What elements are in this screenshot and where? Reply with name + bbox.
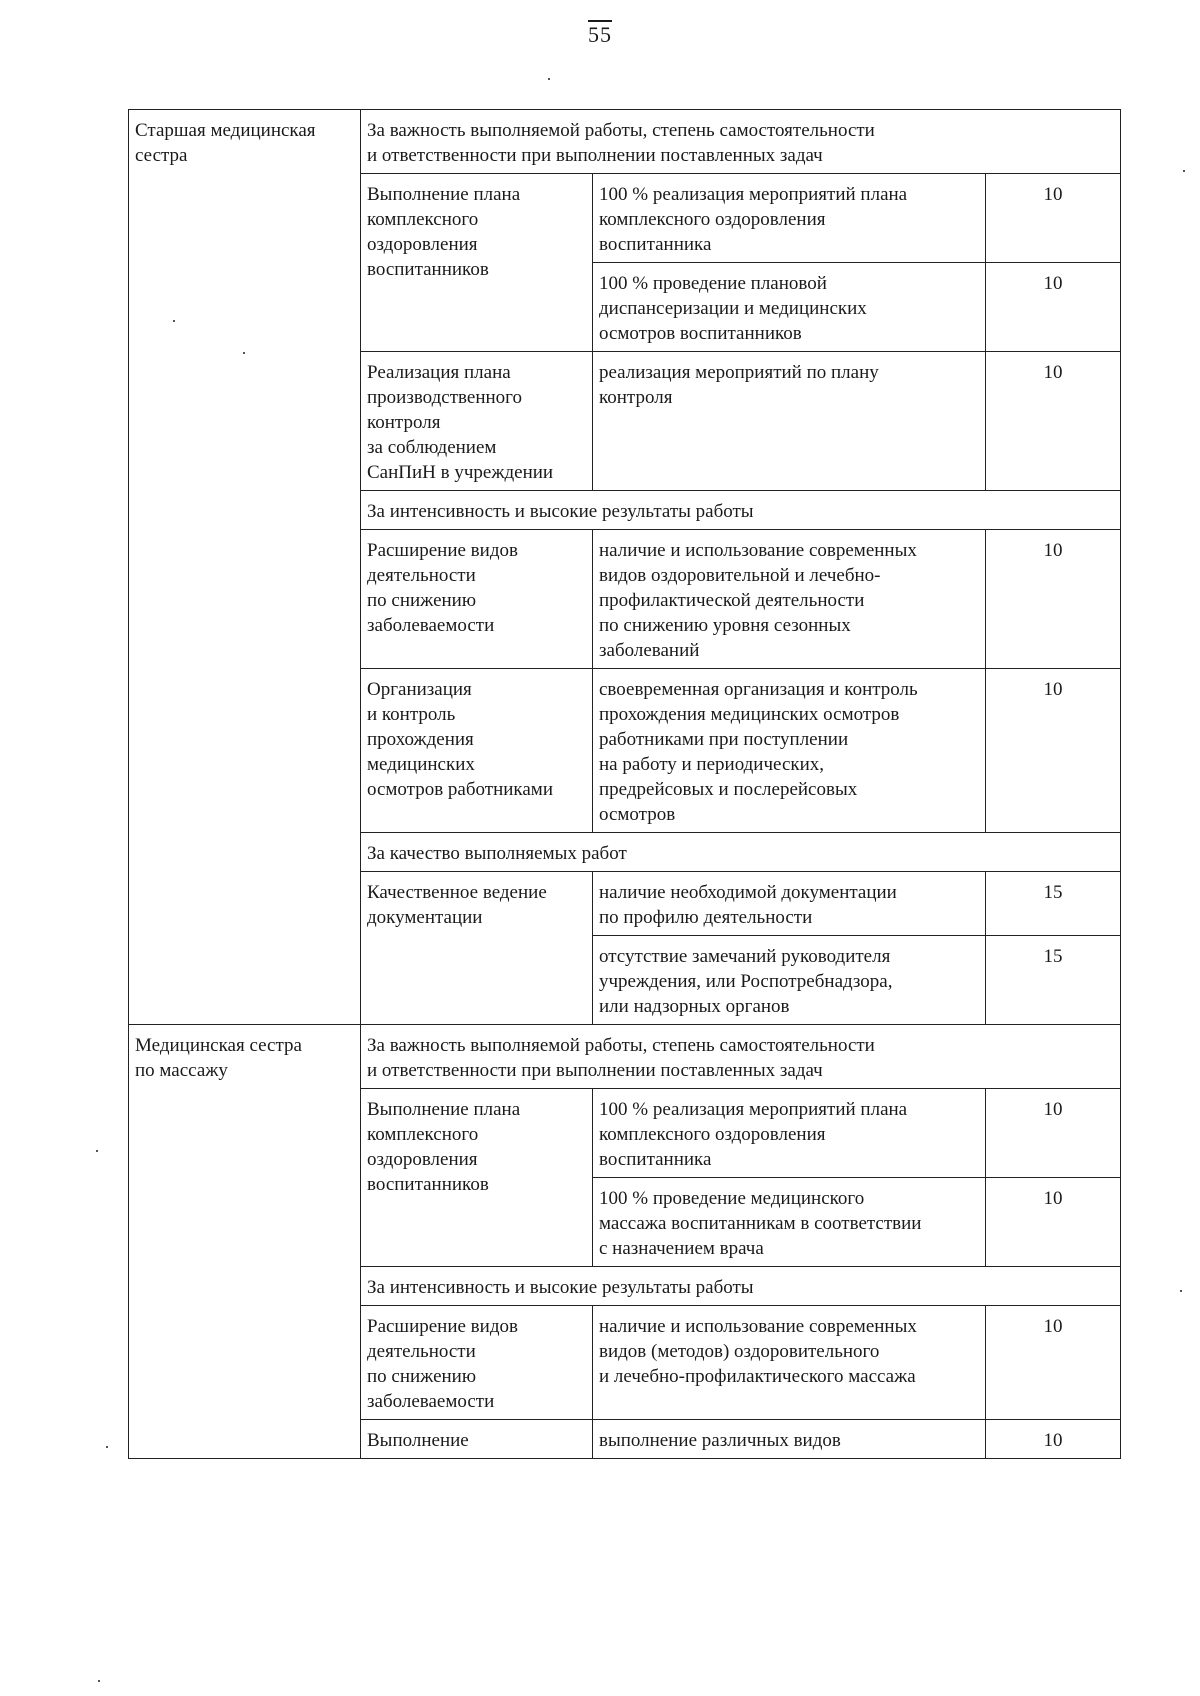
criterion-cell	[361, 1089, 593, 1267]
indicator-cell	[593, 263, 986, 352]
criterion-cell-text: Расширение видов деятельности по снижению заболеваемости	[367, 540, 518, 636]
assessment-criteria-table	[128, 109, 1121, 1459]
criterion-cell-text: Выполнение плана комплексного оздоровления воспитанников	[367, 184, 521, 280]
indicator-cell	[593, 352, 986, 491]
score-cell	[986, 352, 1121, 491]
score-cell	[986, 1089, 1121, 1178]
indicator-cell	[593, 1089, 986, 1178]
indicator-cell-text: наличие и использование современных видов (методов) оздоровительного и лечебно-профилактического массажа	[599, 1316, 917, 1387]
indicator-cell-text: наличие и использование современных видов оздоровительной и лечебно- профилактической деятельности по снижению уровня сезонных заболеваний	[599, 540, 917, 661]
criterion-cell	[361, 872, 593, 1025]
score-cell-text: 10	[1043, 1316, 1063, 1337]
criterion-cell-text: Расширение видов деятельности по снижению заболеваемости	[367, 1316, 518, 1412]
scan-speck	[548, 78, 550, 80]
indicator-cell	[593, 174, 986, 263]
score-cell	[986, 1178, 1121, 1267]
scan-speck	[1180, 1290, 1182, 1292]
group-header-cell	[361, 1267, 1121, 1306]
score-cell	[986, 263, 1121, 352]
score-cell-text: 10	[1043, 1099, 1063, 1120]
position-cell-text: Старшая медицинская сестра	[135, 120, 316, 166]
score-cell	[986, 669, 1121, 833]
indicator-cell-text: 100 % реализация мероприятий плана комплексного оздоровления воспитанника	[599, 184, 908, 255]
score-cell	[986, 936, 1121, 1025]
score-cell-text: 10	[1043, 679, 1063, 700]
indicator-cell-text: 100 % проведение плановой диспансеризации и медицинских осмотров воспитанников	[599, 273, 867, 344]
position-cell	[129, 110, 361, 1025]
indicator-cell	[593, 936, 986, 1025]
criterion-cell-text: Качественное ведение документации	[367, 882, 547, 928]
scan-speck	[106, 1446, 108, 1448]
indicator-cell	[593, 530, 986, 669]
indicator-cell	[593, 1178, 986, 1267]
indicator-cell	[593, 872, 986, 936]
indicator-cell-text: 100 % реализация мероприятий плана комплексного оздоровления воспитанника	[599, 1099, 908, 1170]
criterion-cell	[361, 1420, 593, 1459]
score-cell	[986, 1306, 1121, 1420]
group-header-cell-text: За важность выполняемой работы, степень самостоятельности и ответственности при выполнении поставленных задач	[367, 120, 875, 166]
criterion-cell-text: Реализация плана производственного контроля за соблюдением СанПиН в учреждении	[367, 362, 554, 483]
group-header-cell	[361, 110, 1121, 174]
criterion-cell-text: Организация и контроль прохождения медицинских осмотров работниками	[367, 679, 553, 800]
indicator-cell-text: отсутствие замечаний руководителя учреждения, или Роспотребнадзора, или надзорных органов	[599, 946, 893, 1017]
scan-speck	[1183, 170, 1185, 172]
score-cell-text: 15	[1043, 946, 1063, 967]
score-cell	[986, 872, 1121, 936]
score-cell-text: 10	[1043, 1188, 1063, 1209]
criterion-cell-text: Выполнение	[367, 1430, 469, 1451]
group-header-cell	[361, 833, 1121, 872]
score-cell-text: 10	[1043, 273, 1063, 294]
criterion-cell-text: Выполнение плана комплексного оздоровления воспитанников	[367, 1099, 521, 1195]
position-cell	[129, 1025, 361, 1459]
indicator-cell-text: выполнение различных видов	[599, 1430, 841, 1451]
criterion-cell	[361, 530, 593, 669]
indicator-cell-text: своевременная организация и контроль прохождения медицинских осмотров работниками при поступлении на работу и периодических, предрейсовых и послерейсовых осмотров	[599, 679, 918, 825]
indicator-cell-text: наличие необходимой документации по профилю деятельности	[599, 882, 897, 928]
criterion-cell	[361, 669, 593, 833]
score-cell	[986, 530, 1121, 669]
group-header-row	[129, 110, 1121, 174]
score-cell-text: 10	[1043, 540, 1063, 561]
score-cell	[986, 1420, 1121, 1459]
score-cell-text: 10	[1043, 1430, 1063, 1451]
criterion-cell	[361, 1306, 593, 1420]
indicator-cell-text: 100 % проведение медицинского массажа воспитанникам в соответствии с назначением врача	[599, 1188, 922, 1259]
group-header-cell	[361, 491, 1121, 530]
score-cell	[986, 174, 1121, 263]
group-header-cell	[361, 1025, 1121, 1089]
table-body	[129, 110, 1121, 1459]
group-header-cell-text: За интенсивность и высокие результаты работы	[367, 501, 754, 522]
indicator-cell	[593, 669, 986, 833]
position-cell-text: Медицинская сестра по массажу	[135, 1035, 302, 1081]
group-header-cell-text: За важность выполняемой работы, степень самостоятельности и ответственности при выполнении поставленных задач	[367, 1035, 875, 1081]
score-cell-text: 10	[1043, 362, 1063, 383]
criterion-cell	[361, 352, 593, 491]
scan-speck	[98, 1680, 100, 1682]
indicator-cell	[593, 1420, 986, 1459]
criterion-cell	[361, 174, 593, 352]
group-header-cell-text: За интенсивность и высокие результаты работы	[367, 1277, 754, 1298]
group-header-cell-text: За качество выполняемых работ	[367, 843, 627, 864]
indicator-cell	[593, 1306, 986, 1420]
score-cell-text: 10	[1043, 184, 1063, 205]
score-cell-text: 15	[1043, 882, 1063, 903]
indicator-cell-text: реализация мероприятий по плану контроля	[599, 362, 879, 408]
page-number: 55	[588, 22, 612, 47]
group-header-row	[129, 1025, 1121, 1089]
scan-speck	[96, 1150, 98, 1152]
